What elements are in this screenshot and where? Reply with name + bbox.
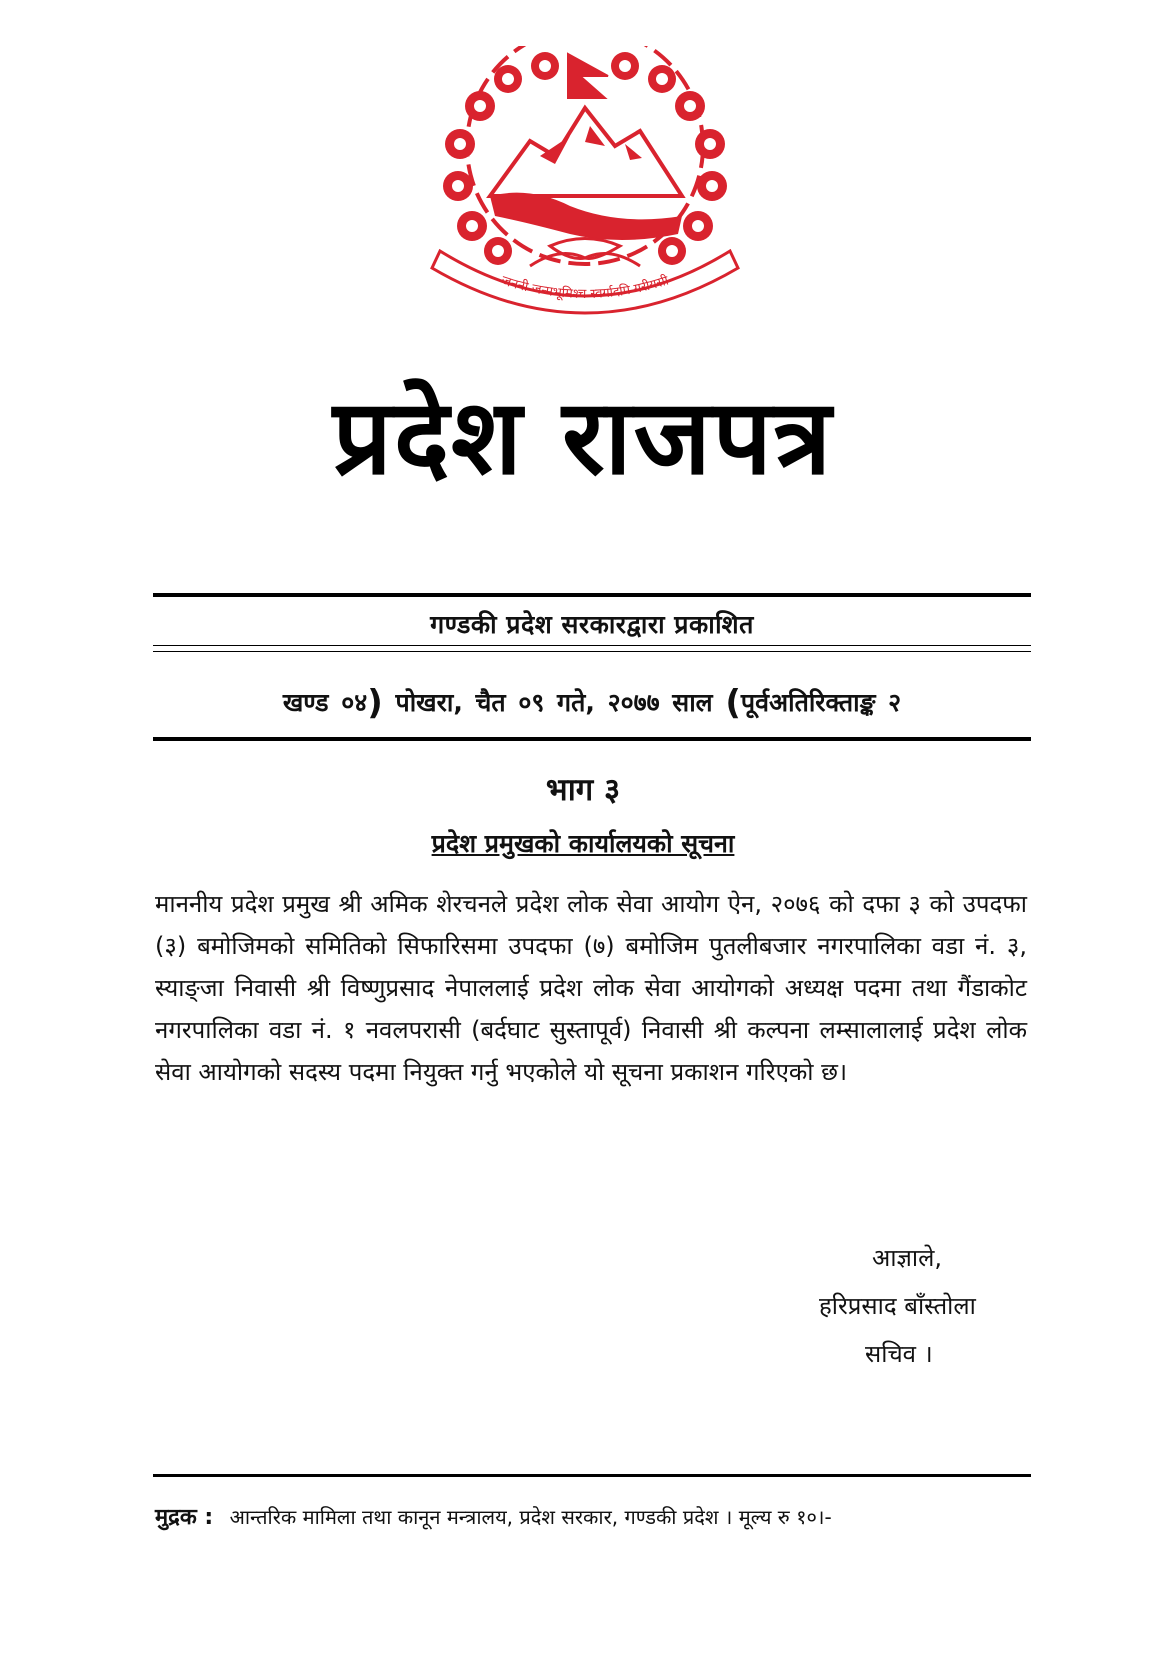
- footer-rule: [153, 1474, 1031, 1477]
- emblem-motto: जननी जन्मभूमिश्च स्वर्गादपि गरीयसी: [499, 273, 671, 303]
- signatory-title: सचिव ।: [865, 1340, 933, 1368]
- publisher-line: गण्डकी प्रदेश सरकारद्वारा प्रकाशित: [430, 610, 754, 639]
- signatory-name: हरिप्रसाद बाँस्तोला: [819, 1292, 976, 1320]
- masthead-top-rule: [153, 593, 1031, 597]
- issue-line: खण्ड ०४) पोखरा, चैत ०९ गते, २०७७ साल (पूर्वअतिरिक्ताङ्क २: [282, 683, 902, 723]
- nepal-coat-of-arms-icon: [420, 46, 750, 346]
- printer-label: मुद्रक :: [155, 1505, 214, 1530]
- masthead-double-rule-bottom: [153, 651, 1031, 652]
- masthead-double-rule-top: [153, 645, 1031, 646]
- gazette-title: प्रदेश राजपत्र: [332, 375, 834, 498]
- notice-body: माननीय प्रदेश प्रमुख श्री अमिक शेरचनले प्रदेश लोक सेवा आयोग ऐन, २०७६ को दफा ३ को उपदफा (३) बमोजिमको समितिको सिफारिसमा उपदफा (७) बमोजिम पुतलीबजार नगरपालिका वडा नं. ३, स्याङ्जा निवासी श्री विष्णुप्रसाद नेपाललाई प्रदेश लोक सेवा आयोगको अध्यक्ष पदमा तथा गैंडाकोट नगरपालिका वडा नं. १ नवलपरासी (बर्दघाट सुस्तापूर्व) निवासी श्री कल्पना लम्सालालाई प्रदेश लोक सेवा आयोगको सदस्य पदमा नियुक्त गर्नु भएकोले यो सूचना प्रकाशन गरिएको छ।: [155, 890, 1027, 1086]
- signature-by-order: आज्ञाले,: [872, 1244, 943, 1272]
- edition: पूर्वअतिरिक्ताङ्क २: [740, 688, 902, 717]
- volume: खण्ड ०४: [282, 688, 368, 717]
- printer-text: आन्तरिक मामिला तथा कानून मन्त्रालय, प्रदेश सरकार, गण्डकी प्रदेश । मूल्य रु १०।-: [229, 1505, 832, 1529]
- printer-footer: [155, 1501, 832, 1531]
- masthead-bottom-rule: [153, 737, 1031, 741]
- place-date: पोखरा, चैत ०९ गते, २०७७ साल: [395, 688, 713, 717]
- notice-heading: प्रदेश प्रमुखको कार्यालयको सूचना: [431, 829, 735, 858]
- part-heading: भाग ३: [545, 772, 621, 808]
